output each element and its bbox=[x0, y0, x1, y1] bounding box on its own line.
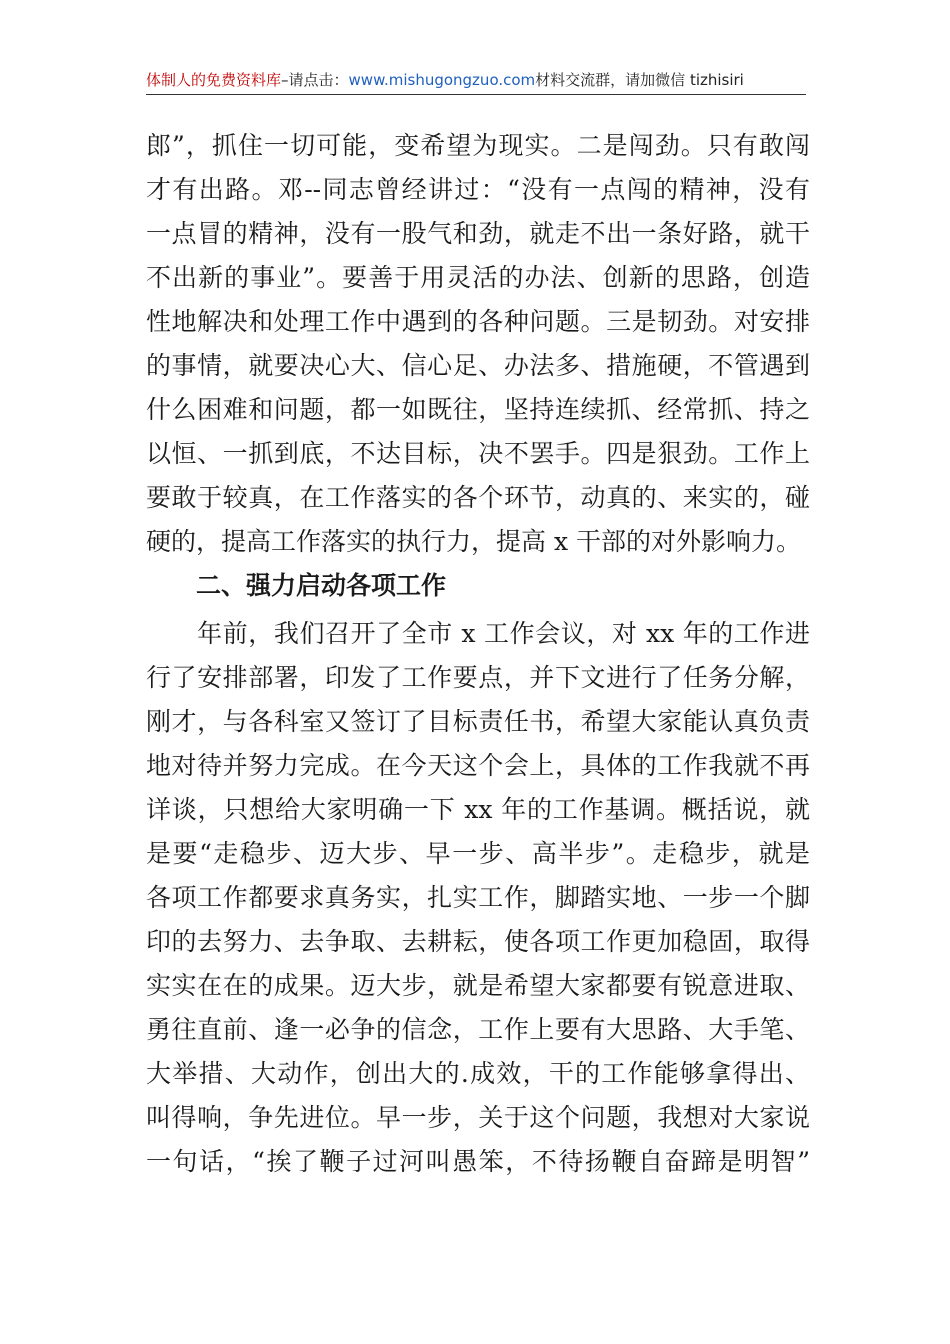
text-line: 行了安排部署，印发了工作要点，并下文进行了任务分解， bbox=[146, 663, 810, 692]
text-line: 什么困难和问题，都一如既往，坚持连续抓、经常抓、持之 bbox=[146, 395, 810, 424]
header-brand[interactable]: 体制人的免费资料库 bbox=[146, 71, 282, 89]
text-line: 要敢于较真，在工作落实的各个环节，动真的、来实的，碰 bbox=[146, 483, 810, 512]
text-line: 叫得响，争先进位。早一步，关于这个问题，我想对大家说 bbox=[146, 1103, 810, 1132]
text-line: 才有出路。邓--同志曾经讲过：“没有一点闯的精神，没有 bbox=[146, 175, 810, 204]
page-header bbox=[146, 66, 806, 95]
text-line: 一点冒的精神，没有一股气和劲，就走不出一条好路，就干 bbox=[146, 219, 810, 248]
section-heading: 二、强力启动各项工作 bbox=[196, 571, 447, 600]
header-tail: 材料交流群，请加微信 tizhisiri bbox=[535, 71, 744, 89]
paragraph-1 bbox=[146, 124, 810, 564]
text-line: 一句话，“挨了鞭子过河叫愚笨，不待扬鞭自奋蹄是明智” bbox=[146, 1147, 810, 1176]
text-line: 不出新的事业”。要善于用灵活的办法、创新的思路，创造 bbox=[146, 263, 810, 292]
text-line: 印的去努力、去争取、去耕耘，使各项工作更加稳固，取得 bbox=[146, 927, 810, 956]
paragraph-2 bbox=[146, 612, 810, 1184]
text-line: 性地解决和处理工作中遇到的各种问题。三是韧劲。对安排 bbox=[146, 307, 810, 336]
text-line: 各项工作都要求真务实，扎实工作，脚踏实地、一步一个脚 bbox=[146, 883, 810, 912]
text-line: 的事情，就要决心大、信心足、办法多、措施硬，不管遇到 bbox=[146, 351, 810, 380]
header-separator: –请点击： bbox=[281, 71, 349, 89]
document-body bbox=[146, 124, 810, 1184]
text-line: 地对待并努力完成。在今天这个会上，具体的工作我就不再 bbox=[146, 751, 810, 780]
text-line: 勇往直前、逢一必争的信念，工作上要有大思路、大手笔、 bbox=[146, 1015, 810, 1044]
text-line: 刚才，与各科室又签订了目标责任书，希望大家能认真负责 bbox=[146, 707, 810, 736]
text-line: 硬的，提高工作落实的执行力，提高 x 干部的对外影响力。 bbox=[146, 527, 801, 556]
text-line: 详谈，只想给大家明确一下 xx 年的工作基调。概括说，就 bbox=[146, 795, 810, 824]
text-line: 大举措、大动作，创出大的.成效，干的工作能够拿得出、 bbox=[146, 1059, 810, 1088]
text-line: 年前，我们召开了全市 x 工作会议，对 xx 年的工作进 bbox=[146, 619, 810, 648]
text-line: 实实在在的成果。迈大步，就是希望大家都要有锐意进取、 bbox=[146, 971, 810, 1000]
text-line: 郎”，抓住一切可能，变希望为现实。二是闯劲。只有敢闯 bbox=[146, 131, 810, 160]
header-url-link[interactable]: www.mishugongzuo.com bbox=[348, 71, 536, 89]
text-line: 是要“走稳步、迈大步、早一步、高半步”。走稳步，就是 bbox=[146, 839, 810, 868]
text-line: 以恒、一抓到底，不达目标，决不罢手。四是狠劲。工作上 bbox=[146, 439, 810, 468]
